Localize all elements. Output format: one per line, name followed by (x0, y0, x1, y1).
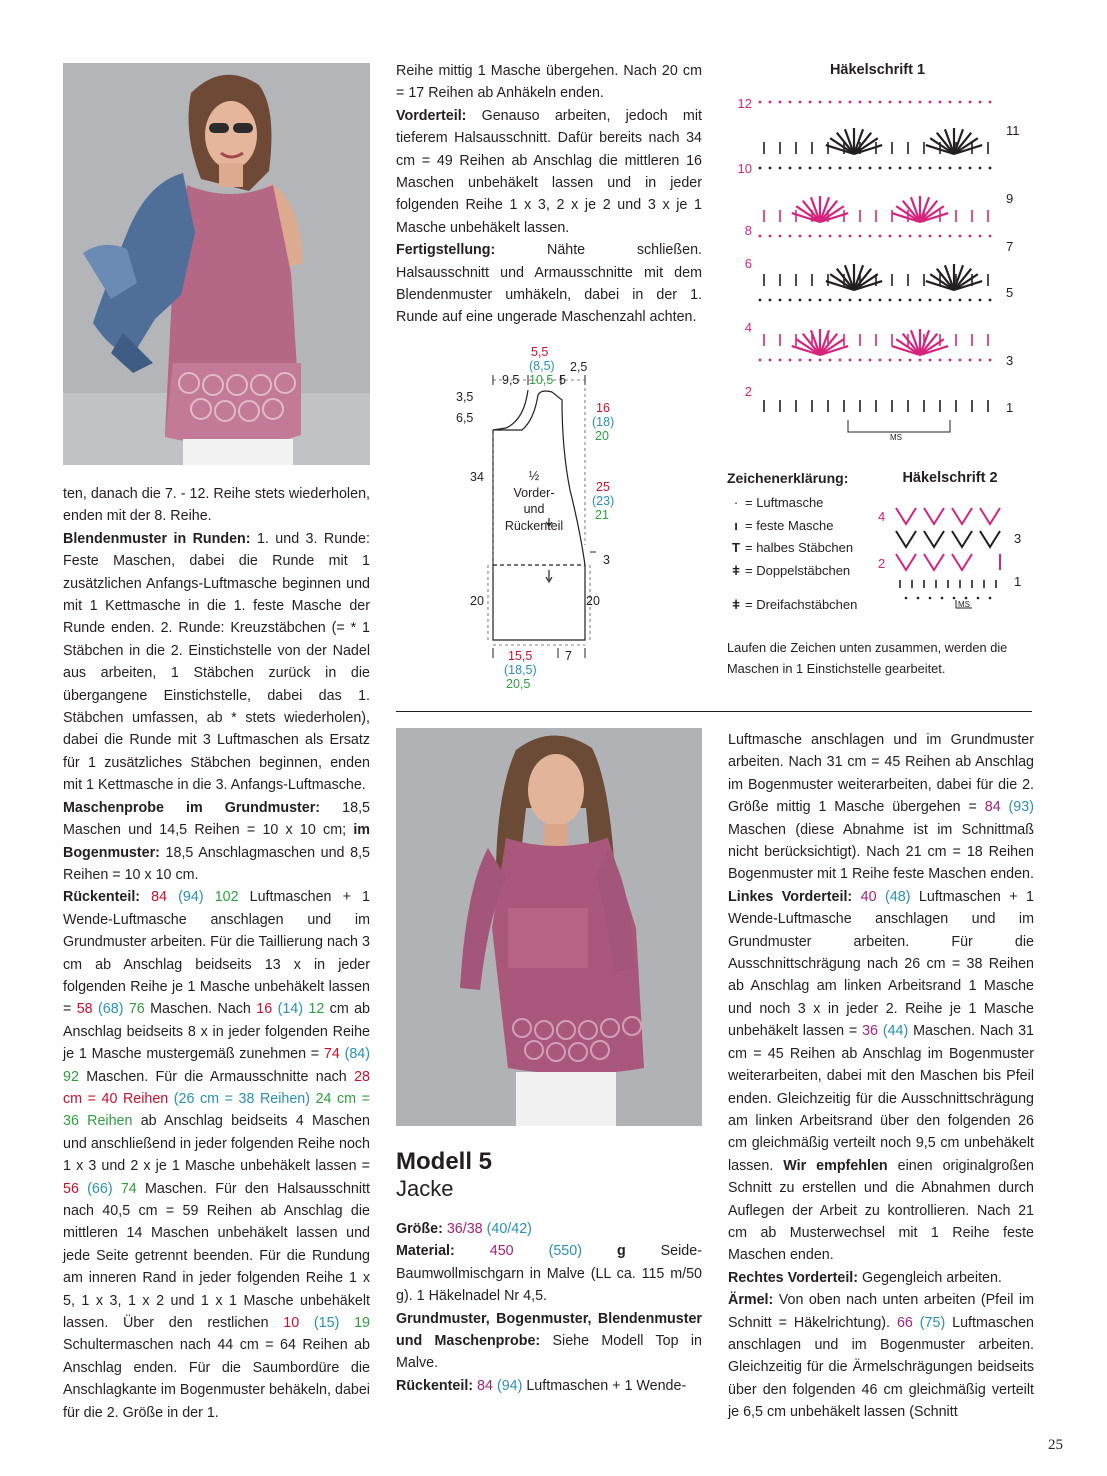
chain-stitch-icon (949, 101, 952, 104)
double-crochet-icon: ǂ (732, 562, 740, 578)
chain-stitch-icon (849, 299, 852, 302)
paragraph-jacke-continue: Luftmasche anschlagen und im Grundmuster arbeiten. Nach 31 cm = 45 Reihen ab Anschlag im Bogenmuster weiterarbeiten, dabei für die 2. Größe mittig 1 Masche übergehen = 84 (93) Maschen (diese Abnahme ist im Schnittmaß nicht berücksichtigt). Nach 21 cm = 18 Reihen Bogenmuster mit 1 Reihe feste Maschen enden. (728, 732, 1034, 883)
v-stitch-icon (924, 554, 944, 570)
chain-stitch-icon (809, 101, 812, 104)
chart2-row-label-3: 3 (1014, 531, 1022, 546)
chain-stitch-icon (839, 235, 842, 238)
chart1-row-label-1: 1 (1006, 400, 1014, 415)
chain-stitch-icon (879, 167, 882, 170)
chart1-ms-label: MS (890, 433, 902, 442)
paragraph-rueckenteil-jacke: Rückenteil: 84 (94) Luftmaschen + 1 Wende- (396, 1377, 687, 1394)
chain-stitch-icon (909, 235, 912, 238)
page-number: 25 (1048, 1437, 1063, 1453)
chain-stitch-icon (859, 359, 862, 362)
chart2-row-label-1: 1 (1014, 574, 1022, 589)
chain-stitch-icon (899, 101, 902, 104)
treble-crochet-icon: ǂ (732, 597, 740, 612)
v-stitch-icon (896, 508, 916, 524)
chain-stitch-icon (939, 167, 942, 170)
legend-half-double: T = halbes Stäbchen (727, 537, 907, 560)
chain-stitch-icon (859, 101, 862, 104)
chain-stitch-icon (939, 359, 942, 362)
crochet-chart-1 (730, 90, 1030, 440)
measure-right-blue: (18) (592, 415, 615, 429)
v-stitch-icon (952, 531, 972, 547)
chain-stitch-icon (879, 359, 882, 362)
chain-stitch-icon (969, 167, 972, 170)
chain-stitch-icon (839, 101, 842, 104)
measure-right-green: 20 (595, 429, 609, 443)
chain-stitch-icon (819, 101, 822, 104)
chain-stitch-icon (819, 299, 822, 302)
v-stitch-icon (896, 531, 916, 547)
chain-stitch-icon (917, 597, 920, 600)
legend-chain: · = Luftmasche (727, 492, 907, 515)
v-stitch-icon (952, 508, 972, 524)
chain-stitch-icon (779, 101, 782, 104)
chain-stitch-icon (779, 299, 782, 302)
chain-stitch-icon (949, 167, 952, 170)
paragraph-linkes-vorderteil: Linkes Vorderteil: 40 (48) Luftmaschen + 1 Wende-Luftmasche anschlagen und im Grundmuster arbeiten. Für die Ausschnittschrägung nach 26 cm = 38 Reihen ab Anschlag am linken Arbeitsrand 1 Masche und noch 3 x in jeder 2. Reihe je 1 Masche unbehäkelt lassen = 36 (44) Maschen. Nach 31 cm = 45 Reihen ab Anschlag im Bogenmuster weiterarbeiten, dabei mit den Maschen bis Pfeil enden. Gleichzeitig für die Ausschnittschrägung am linken Arbeitsrand über den folgenden 26 cm gleichmäßig verteilt noch 9,5 cm unbehäkelt lassen. Wir empfehlen einen originalgroßen Schnitt zu erstellen und die Abnahmen durch Auflegen der Arbeit zu kontrollieren. Nach 21 cm ab Musterwechsel mit 1 Reihe feste Maschen enden. (728, 888, 1034, 1264)
chain-stitch-icon (769, 167, 772, 170)
chain-stitch-icon (769, 299, 772, 302)
crochet-chart-2 (876, 500, 1036, 615)
chart2-row-label-4: 4 (878, 509, 886, 524)
chart1-row-label-7: 7 (1006, 239, 1014, 254)
paragraph-fertigstellung: Fertigstellung: Nähte schließen. Halsausschnitt und Armausschnitte mit dem Blendenmuster umhäkeln, dabei in der 1. Runde auf eine ungerade Maschenzahl achten. (396, 242, 702, 326)
chain-stitch-icon (949, 299, 952, 302)
chain-stitch-icon (909, 101, 912, 104)
legend-note: Laufen die Zeichen unten zusammen, werden die Maschen in 1 Einstichstelle gearbeitet. (727, 640, 1008, 676)
chain-stitch-icon (959, 359, 962, 362)
chain-stitch-icon (789, 299, 792, 302)
chain-stitch-icon (759, 359, 762, 362)
chain-stitch-icon (929, 101, 932, 104)
chain-stitch-icon (819, 167, 822, 170)
chart1-row-label-10: 10 (737, 161, 752, 176)
chain-stitch-icon (849, 167, 852, 170)
legend-single: ı = feste Masche (727, 515, 907, 538)
chain-stitch-icon (799, 299, 802, 302)
measure-right2-green: 21 (595, 508, 609, 522)
chain-stitch-icon (941, 597, 944, 600)
v-stitch-icon (896, 554, 916, 570)
chain-stitch-icon (839, 359, 842, 362)
chart1-row-label-9: 9 (1006, 191, 1014, 206)
measure-right-20: 20 (586, 594, 600, 608)
measure-bottom-red: 15,5 (508, 649, 533, 663)
chain-stitch-icon (819, 359, 822, 362)
instructions-column-3 (728, 729, 1034, 1424)
half-double-crochet-icon: T (732, 540, 740, 555)
chain-stitch-icon (919, 167, 922, 170)
chain-stitch-icon (829, 101, 832, 104)
paragraph-maschenprobe: Maschenprobe im Grundmuster: 18,5 Maschen und 14,5 Reihen = 10 x 10 cm; im Bogenmuster: 18,5 Anschlagmaschen und 8,5 Reihen = 10 x 10 cm. (63, 799, 370, 883)
measure-top-red: 5,5 (531, 345, 549, 359)
measure-top-9-5: 9,5 (502, 373, 520, 387)
chart2-ms-label: MS (958, 600, 970, 609)
chain-stitch-icon (919, 359, 922, 362)
paragraph-grundmuster: Grundmuster, Bogenmuster, Blendenmuster und Maschenprobe: Siehe Modell Top in Malve. (396, 1310, 702, 1372)
measure-top-green: 10,5 (529, 373, 554, 387)
single-crochet-icon: ı (734, 517, 738, 533)
legend-treble: ǂ = Dreifachstäbchen (727, 594, 907, 617)
chart2-title: Häkelschrift 2 (902, 470, 998, 486)
chain-stitch-icon (839, 167, 842, 170)
chain-stitch-icon (789, 359, 792, 362)
chart1-row-label-8: 8 (744, 223, 752, 238)
chain-stitch-icon (939, 101, 942, 104)
chart1-title: Häkelschrift 1 (829, 62, 926, 78)
chart1-row-label-12: 12 (737, 96, 752, 111)
chain-stitch-icon (779, 235, 782, 238)
chain-stitch-icon (979, 101, 982, 104)
v-stitch-icon (924, 508, 944, 524)
chain-stitch-icon (953, 597, 956, 600)
chain-stitch-icon (869, 101, 872, 104)
section-divider (396, 711, 1032, 712)
chain-stitch-icon (919, 235, 922, 238)
legend-title: Zeichenerklärung: (727, 470, 849, 486)
chain-stitch-icon (799, 235, 802, 238)
v-stitch-icon (980, 531, 1000, 547)
chart1-row-label-5: 5 (1006, 285, 1014, 300)
chain-stitch-icon (889, 101, 892, 104)
chain-stitch-icon (929, 167, 932, 170)
v-stitch-icon (924, 531, 944, 547)
chain-stitch-icon (919, 101, 922, 104)
measure-right2-red: 25 (596, 480, 610, 494)
chain-stitch-icon (989, 597, 992, 600)
chain-stitch-icon (769, 101, 772, 104)
chain-stitch-icon (879, 299, 882, 302)
chain-stitch-icon (849, 235, 852, 238)
model-name: Jacke (396, 1176, 454, 1201)
chain-stitch-icon (759, 167, 762, 170)
chart2-row-label-2: 2 (878, 556, 886, 571)
legend-double: ǂ = Doppelstäbchen (727, 560, 907, 583)
measure-top-2-5: 2,5 (570, 360, 588, 374)
chart1-row-label-11: 11 (1006, 123, 1020, 138)
chain-stitch-icon (919, 299, 922, 302)
measure-right-3: 3 (603, 553, 610, 567)
paragraph-blendenmuster: Blendenmuster in Runden: 1. und 3. Runde: Feste Maschen, dabei die Runde mit 1 zusätzlichen Anfangs-Luftmasche beginnen und mit 1 Kettmasche in die 1. feste Masche der Runde enden. 2. Runde: Kreuzstäbchen (= * 1 Stäbchen in die 2. Einstichstelle von der Nadel aus arbeiten, 1 Stäbchen zurück in die übergangene Einstichstelle, dabei das 1. Stäbchen umfassen, ab * stets wiederholen), dabei die Runde mit 3 Luftmaschen als Ersatz für 1 zusätzliches Stäbchen beginnen, enden mit 1 Kettmasche in die 3. Anfangs-Luftmasche. (63, 530, 370, 794)
chain-stitch-icon (909, 299, 912, 302)
chain-stitch-icon (849, 359, 852, 362)
chain-stitch-icon (829, 167, 832, 170)
v-stitch-icon (952, 554, 972, 570)
chain-stitch-icon (829, 299, 832, 302)
chain-stitch-icon (989, 167, 992, 170)
chain-stitch-icon (779, 359, 782, 362)
paragraph-continue: Reihe mittig 1 Masche übergehen. Nach 20 cm = 17 Reihen ab Anhäkeln enden. (396, 63, 702, 102)
paragraph-rechtes-vorderteil: Rechtes Vorderteil: Gegengleich arbeiten. (728, 1269, 1002, 1286)
photo-model-jacket (396, 728, 702, 1126)
v-stitch-icon (980, 508, 1000, 524)
chain-stitch-icon (829, 359, 832, 362)
chain-stitch-icon (969, 235, 972, 238)
chain-stitch-icon (889, 359, 892, 362)
chain-stitch-icon (989, 359, 992, 362)
chain-stitch-icon: · (733, 495, 739, 510)
chain-stitch-icon (949, 359, 952, 362)
chain-stitch-icon (859, 299, 862, 302)
chain-stitch-icon (939, 235, 942, 238)
chain-stitch-icon (809, 235, 812, 238)
chain-stitch-icon (989, 235, 992, 238)
chain-stitch-icon (979, 359, 982, 362)
chain-stitch-icon (899, 235, 902, 238)
chain-stitch-icon (989, 299, 992, 302)
chain-stitch-icon (879, 101, 882, 104)
chain-stitch-icon (929, 597, 932, 600)
chain-stitch-icon (789, 235, 792, 238)
paragraph-material: Material: 450 (550) g Seide-Baumwollmischgarn in Malve (LL ca. 115 m/50 g). 1 Häkelnadel Nr 4,5. (396, 1243, 702, 1305)
chain-stitch-icon (779, 167, 782, 170)
chain-stitch-icon (929, 235, 932, 238)
chain-stitch-icon (969, 299, 972, 302)
chain-stitch-icon (799, 359, 802, 362)
chain-stitch-icon (769, 235, 772, 238)
chain-stitch-icon (949, 235, 952, 238)
measure-left-3-5: 3,5 (456, 390, 474, 404)
instructions-column-2-bottom (396, 1218, 702, 1397)
chain-stitch-icon (849, 101, 852, 104)
measure-right-red: 16 (596, 401, 610, 415)
chart1-row-label-2: 2 (744, 384, 752, 399)
chain-stitch-icon (809, 299, 812, 302)
measure-left-6-5: 6,5 (456, 411, 474, 425)
chain-stitch-icon (969, 359, 972, 362)
measure-bottom-blue: (18,5) (504, 663, 537, 677)
chain-stitch-icon (979, 299, 982, 302)
chain-stitch-icon (869, 359, 872, 362)
chain-stitch-icon (959, 101, 962, 104)
ms-bracket-icon (848, 420, 950, 432)
chain-stitch-icon (859, 235, 862, 238)
chain-stitch-icon (969, 101, 972, 104)
chain-stitch-icon (909, 167, 912, 170)
chain-stitch-icon (909, 359, 912, 362)
chain-stitch-icon (939, 299, 942, 302)
chain-stitch-icon (759, 101, 762, 104)
chain-stitch-icon (859, 167, 862, 170)
chain-stitch-icon (905, 597, 908, 600)
measure-top-5: 5 (559, 373, 566, 387)
chain-stitch-icon (829, 235, 832, 238)
chain-stitch-icon (959, 167, 962, 170)
chain-stitch-icon (979, 235, 982, 238)
chain-stitch-icon (809, 359, 812, 362)
chain-stitch-icon (799, 101, 802, 104)
instructions-column-2-top (396, 60, 702, 329)
chain-stitch-icon (869, 167, 872, 170)
chain-stitch-icon (959, 235, 962, 238)
chain-stitch-icon (889, 167, 892, 170)
chain-stitch-icon (977, 597, 980, 600)
chain-stitch-icon (965, 597, 968, 600)
chain-stitch-icon (789, 167, 792, 170)
chain-stitch-icon (879, 235, 882, 238)
chain-stitch-icon (789, 101, 792, 104)
chart1-row-label-6: 6 (744, 256, 752, 271)
chain-stitch-icon (899, 299, 902, 302)
garment-schematic (440, 340, 650, 700)
measure-left-20: 20 (470, 594, 484, 608)
measure-bottom-green: 20,5 (506, 677, 531, 691)
chart1-row-label-4: 4 (744, 320, 752, 335)
chain-stitch-icon (899, 167, 902, 170)
measure-top-blue: (8,5) (529, 359, 555, 373)
chain-stitch-icon (899, 359, 902, 362)
paragraph-rueckenteil: Rückenteil: 84 (94) 102 Luftmaschen + 1 Wende-Luftmasche anschlagen und im Grundmuster arbeiten. Für die Taillierung nach 3 cm ab Anschlag beidseits 13 x in jeder folgenden Reihe je 1 Masche unbehäkelt lassen = 58 (68) 76 Maschen. Nach 16 (14) 12 cm ab Anschlag beidseits 8 x in jeder folgenden Reihe je 1 Masche mustergemäß zunehmen = 74 (84) 92 Maschen. Für die Armausschnitte nach 28 cm = 40 Reihen (26 cm = 38 Reihen) 24 cm = 36 Reihen ab Anschlag beidseits 4 Maschen und anschließend in jeder folgenden Reihe noch 1 x 3 und 2 x je 1 Masche unbehäkelt lassen = 56 (66) 74 Maschen. Für den Halsausschnitt nach 40,5 cm = 59 Reihen ab Anschlag die mittleren 14 Maschen unbehäkelt lassen und jede Seite getrennt beenden. Für die Rundung am inneren Rand in jeder folgenden Reihe 1 x 5, 1 x 3, 1 x 2 und 1 x 1 Masche unbehäkelt lassen. Über den restlichen 10 (15) 19 Schultermaschen nach 44 cm = 64 Reihen ab Anschlag enden. Für die Saumbordüre die Anschlagkante im Bogenmuster behäkeln, dabei für die 2. Größe in der 1. (63, 889, 371, 1421)
measure-bottom-7: 7 (565, 649, 572, 663)
chain-stitch-icon (959, 299, 962, 302)
paragraph-aermel: Ärmel: Von oben nach unten arbeiten (Pfeil im Schnitt = Häkelrichtung). 66 (75) Luftmaschen anschlagen und im Bogenmuster arbeiten. Gleichzeitig für die Ärmelschrägungen beidseits über den folgenden 46 cm gleichmäßig verteilt je 6,5 cm unbehäkelt lassen (Schnitt (728, 1292, 1034, 1421)
measure-right2-blue: (23) (592, 494, 615, 508)
chain-stitch-icon (869, 299, 872, 302)
chain-stitch-icon (799, 167, 802, 170)
chart1-row-label-3: 3 (1006, 353, 1014, 368)
instructions-column-1 (63, 483, 370, 1424)
chain-stitch-icon (759, 235, 762, 238)
model-heading (396, 1148, 492, 1202)
paragraph-repeat: ten, danach die 7. - 12. Reihe stets wiederholen, enden mit der 8. Reihe. (63, 486, 370, 525)
chain-stitch-icon (929, 299, 932, 302)
chain-stitch-icon (929, 359, 932, 362)
chain-stitch-icon (889, 235, 892, 238)
chain-stitch-icon (769, 359, 772, 362)
photo-model-top (63, 63, 370, 465)
paragraph-groesse: Größe: 36/38 (40/42) (396, 1221, 532, 1237)
chain-stitch-icon (989, 101, 992, 104)
chain-stitch-icon (869, 235, 872, 238)
chain-stitch-icon (979, 167, 982, 170)
chain-stitch-icon (819, 235, 822, 238)
measure-left-34: 34 (470, 470, 484, 484)
chain-stitch-icon (809, 167, 812, 170)
chain-stitch-icon (839, 299, 842, 302)
paragraph-vorderteil: Vorderteil: Genauso arbeiten, jedoch mit tieferem Halsausschnitt. Dafür bereits nach 34 cm = 49 Reihen ab Anschlag die mittleren 16 Maschen unbehäkelt lassen und in jeder folgenden Reihe 1 x 3, 2 x je 2 und 3 x je 1 Masche unbehäkelt lassen. (396, 107, 702, 236)
model-number: Modell 5 (396, 1148, 493, 1175)
schematic-center-label: ½ Vorder- und Rückenteil (504, 469, 564, 533)
chain-stitch-icon (889, 299, 892, 302)
chain-stitch-icon (759, 299, 762, 302)
